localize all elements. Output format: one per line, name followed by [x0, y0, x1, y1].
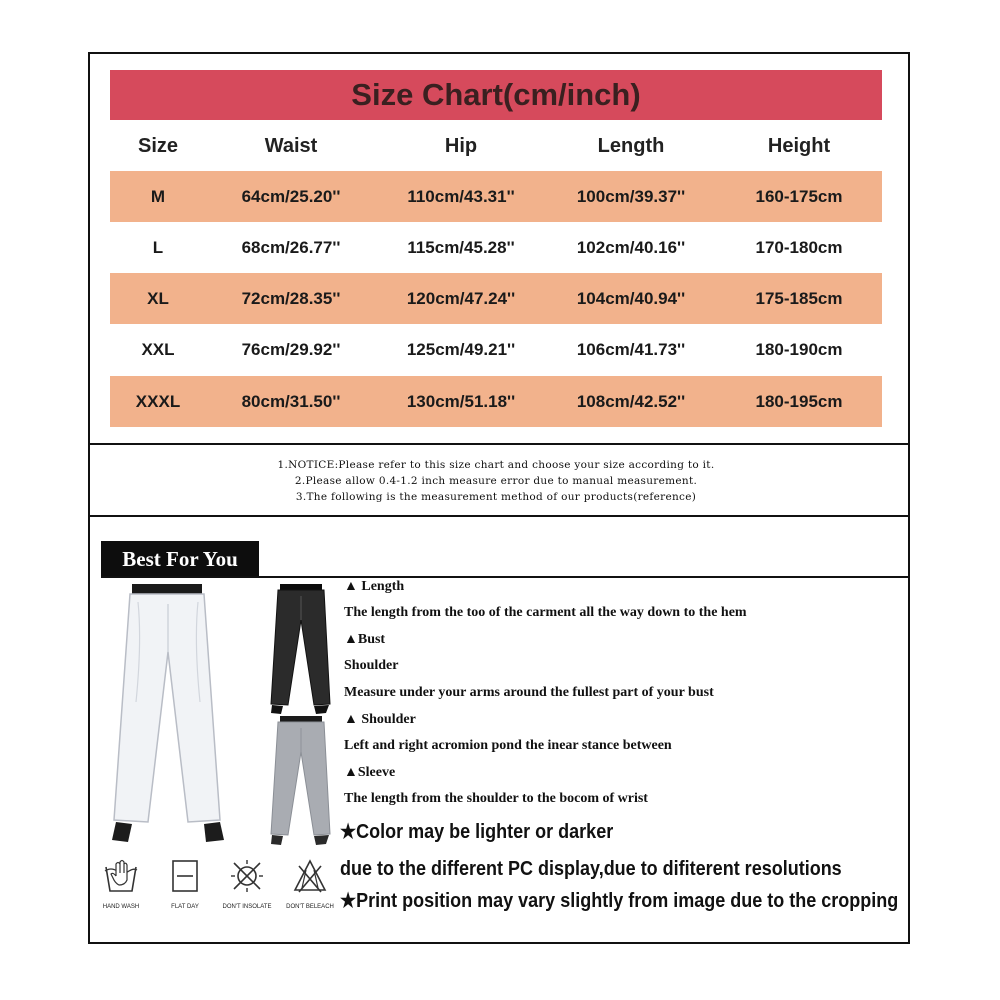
waist-cell: 64cm/25.20'' [241, 186, 341, 206]
header-size: Size [137, 135, 179, 157]
size-cell: XL [147, 288, 169, 308]
notice-line: 1.NOTICE:Please refer to this size chart and choose your size according to it. [277, 459, 715, 471]
length-cell: 100cm/39.37'' [576, 186, 686, 206]
size-cell: L [152, 237, 164, 257]
white-pants-image [102, 582, 232, 844]
black-pants-image [266, 582, 334, 714]
care-item [284, 858, 336, 910]
header-length: Length [597, 135, 665, 157]
table-row [110, 222, 882, 273]
length-cell: 102cm/40.16'' [576, 237, 686, 257]
measurement-shoulder-heading: ▲ Shoulder [344, 712, 416, 727]
notice-line: 3.The following is the measurement method of our products(reference) [295, 491, 697, 503]
hip-cell: 125cm/49.21'' [406, 339, 516, 359]
measurement-length-text: The length from the too of the carment all the way down to the hem [344, 605, 747, 620]
hand-wash-icon [101, 858, 141, 894]
care-label-hand-wash: HAND WASH [102, 904, 140, 910]
table-row [110, 171, 882, 222]
waist-cell: 68cm/26.77'' [241, 237, 341, 257]
hip-cell: 110cm/43.31'' [407, 186, 515, 206]
waist-cell: 80cm/31.50'' [241, 391, 341, 411]
header-height: Height [767, 135, 831, 157]
best-for-you-underline [101, 576, 909, 578]
height-cell: 180-190cm [755, 339, 843, 359]
measurement-sleeve-heading: ▲Sleeve [344, 765, 396, 780]
size-cell: M [150, 186, 166, 206]
measurement-shoulder-text: Left and right acromion pond the inear stance between [344, 738, 672, 753]
care-label-flat-dry: FLAT DAY [171, 904, 199, 910]
size-chart-title-bar [110, 70, 882, 120]
table-row [110, 273, 882, 324]
color-note: ★Color may be lighter or darker [340, 821, 614, 843]
length-cell: 104cm/40.94'' [576, 288, 686, 308]
display-note: due to the different PC display,due to difiterent resolutions [340, 858, 842, 880]
best-for-you-label: Best For You [122, 546, 238, 571]
length-cell: 106cm/41.73'' [576, 339, 686, 359]
header-waist: Waist [264, 135, 318, 157]
hip-cell: 115cm/45.28'' [407, 237, 515, 257]
measurement-length-heading: ▲ Length [344, 579, 405, 594]
care-item [159, 858, 211, 910]
gray-pants-image [266, 714, 334, 846]
length-cell: 108cm/42.52'' [576, 391, 686, 411]
section-divider [88, 443, 910, 445]
care-label-dont-bleach: DON'T BELEACH [286, 904, 334, 910]
height-cell: 170-180cm [755, 237, 843, 257]
waist-cell: 76cm/29.92'' [241, 339, 341, 359]
measurement-sleeve-text: The length from the shoulder to the bocom of wrist [344, 791, 648, 806]
table-header-row [110, 121, 882, 172]
notice-line: 2.Please allow 0.4-1.2 inch measure error due to manual measurement. [294, 475, 698, 487]
dont-bleach-icon [290, 858, 330, 894]
section-divider [88, 515, 910, 517]
measurement-bust-heading: ▲Bust [344, 632, 386, 647]
care-label-dont-insolate: DON'T INSOLATE [222, 904, 272, 910]
measurement-bust-text: Measure under your arms around the fullest part of your bust [344, 685, 714, 700]
care-item [221, 858, 273, 910]
print-position-note: ★Print position may vary slightly from image due to the cropping [340, 890, 899, 912]
best-for-you-tab [101, 541, 259, 577]
height-cell: 175-185cm [755, 288, 843, 308]
header-hip: Hip [444, 135, 478, 157]
size-cell: XXXL [135, 391, 181, 411]
waist-cell: 72cm/28.35'' [241, 288, 341, 308]
care-item [95, 858, 147, 910]
table-row [110, 324, 882, 375]
flat-dry-icon [165, 858, 205, 894]
height-cell: 180-195cm [755, 391, 843, 411]
size-cell: XXL [141, 339, 175, 359]
size-chart-title: Size Chart(cm/inch) [351, 77, 641, 112]
hip-cell: 120cm/47.24'' [406, 288, 516, 308]
dont-insolate-icon [227, 858, 267, 894]
measurement-bust-shoulder: Shoulder [344, 658, 399, 673]
height-cell: 160-175cm [755, 186, 843, 206]
table-row [110, 376, 882, 427]
hip-cell: 130cm/51.18'' [406, 391, 516, 411]
